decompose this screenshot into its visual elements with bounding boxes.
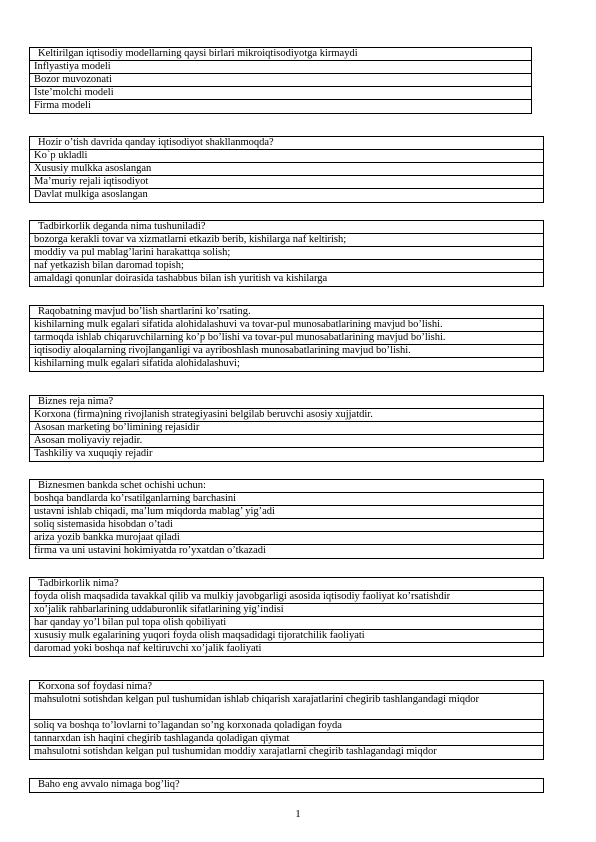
question-block-9 — [29, 778, 544, 793]
question-block-2 — [29, 136, 544, 203]
answer-option: tannarxdan ish haqini chegirib tashlaganda qoladigan qiymat — [30, 733, 543, 746]
answer-option: naf yetkazish bilan daromad topish; — [30, 260, 543, 273]
question-block-8 — [29, 680, 544, 760]
answer-option: Ko`p ukladli — [30, 150, 543, 163]
answer-option: Bozor muvozonati — [30, 74, 531, 87]
question-title: Keltirilgan iqtisodiy modellarning qaysi birlari mikroiqtisodiyotga kirmaydi — [30, 48, 531, 61]
answer-option: ariza yozib bankka murojaat qiladi — [30, 532, 543, 545]
question-title: Hozir o’tish davrida qanday iqtisodiyot shakllanmoqda? — [30, 137, 543, 150]
answer-option: mahsulotni sotishdan kelgan pul tushumidan moddiy xarajatlarni chegirib tashlagandagi miqdor — [34, 746, 437, 757]
question-title: Tadbirkorlik deganda nima tushuniladi? — [30, 221, 543, 234]
answer-option: mahsulotni sotishdan kelgan pul tushumidan ishlab chiqarish xarajatlarini chegirib tashlangandagi miqdor — [30, 694, 543, 720]
answer-option: Asosan moliyaviy rejadir. — [30, 435, 543, 448]
question-block-6 — [29, 479, 544, 559]
answer-option: xo’jalik rahbarlarining uddaburonlik sifatlarining yig’indisi — [30, 604, 543, 617]
question-block-3 — [29, 220, 544, 287]
answer-option: moddiy va pul mablag’larini harakattqa solish; — [30, 247, 543, 260]
answer-option: Firma modeli — [34, 100, 91, 111]
answer-option: iqtisodiy aloqalarning rivojlanganligi va ayriboshlash munosabatlarining mavjud bo’lishi. — [30, 345, 543, 358]
answer-option: soliq sistemasida hisobdan o’tadi — [30, 519, 543, 532]
answer-option: kishilarning mulk egalari sifatida alohidalashuvi va tovar-pul munosabatlarining mavjud bo’lishi. — [30, 319, 543, 332]
answer-option: Iste’molchi modeli — [30, 87, 531, 100]
question-title: Raqobatning mavjud bo’lish shartlarini ko’rsating. — [30, 306, 543, 319]
answer-option: firma va uni ustavini hokimiyatda ro’yxatdan o’tkazadi — [34, 545, 266, 556]
question-block-1 — [29, 47, 532, 114]
answer-option: Inflyastiya modeli — [30, 61, 531, 74]
answer-option: Tashkiliy va xuquqiy rejadir — [34, 448, 153, 459]
answer-option: soliq va boshqa to’lovlarni to’lagandan so’ng korxonada qoladigan foyda — [30, 720, 543, 733]
answer-option: kishilarning mulk egalari sifatida alohidalashuvi; — [34, 358, 240, 369]
page-number: 1 — [295, 808, 301, 820]
answer-option: ustavni ishlab chiqadi, ma’lum miqdorda mablag’ yig’adi — [30, 506, 543, 519]
answer-option: tarmoqda ishlab chiqaruvchilarning ko’p bo’lishi va tovar-pul munosabatlarining mavjud bo’lishi. — [30, 332, 543, 345]
question-title: Baho eng avvalo nimaga bog’liq? — [38, 779, 180, 790]
answer-option: daromad yoki boshqa naf keltiruvchi xo’jalik faoliyati — [34, 643, 262, 654]
answer-option: har qanday yo’l bilan pul topa olish qobiliyati — [30, 617, 543, 630]
question-title: Korxona sof foydasi nima? — [30, 681, 543, 694]
answer-option: Korxona (firma)ning rivojlanish strategiyasini belgilab beruvchi asosiy xujjatdir. — [30, 409, 543, 422]
answer-option: amaldagi qonunlar doirasida tashabbus bilan ish yuritish va kishilarga — [34, 273, 328, 284]
question-block-7 — [29, 577, 544, 657]
answer-option: boshqa bandlarda ko’rsatilganlarning barchasini — [30, 493, 543, 506]
answer-option: xususiy mulk egalarining yuqori foyda olish maqsadidagi tijoratchilik faoliyati — [30, 630, 543, 643]
question-title: Biznesmen bankda schet ochishi uchun: — [30, 480, 543, 493]
question-title: Tadbirkorlik nima? — [30, 578, 543, 591]
answer-option: Asosan marketing bo’limining rejasidir — [30, 422, 543, 435]
question-block-4 — [29, 305, 544, 372]
question-block-5 — [29, 395, 544, 462]
answer-option: Davlat mulkiga asoslangan — [34, 189, 148, 200]
question-title: Biznes reja nima? — [30, 396, 543, 409]
answer-option: foyda olish maqsadida tavakkal qilib va mulkiy javobgarligi asosida iqtisodiy faoliyat ko’rsatishdir — [30, 591, 543, 604]
answer-option: Ma’muriy rejali iqtisodiyot — [30, 176, 543, 189]
answer-option: bozorga kerakli tovar va xizmatlarni etkazib berib, kishilarga naf keltirish; — [30, 234, 543, 247]
answer-option: Xususiy mulkka asoslangan — [30, 163, 543, 176]
